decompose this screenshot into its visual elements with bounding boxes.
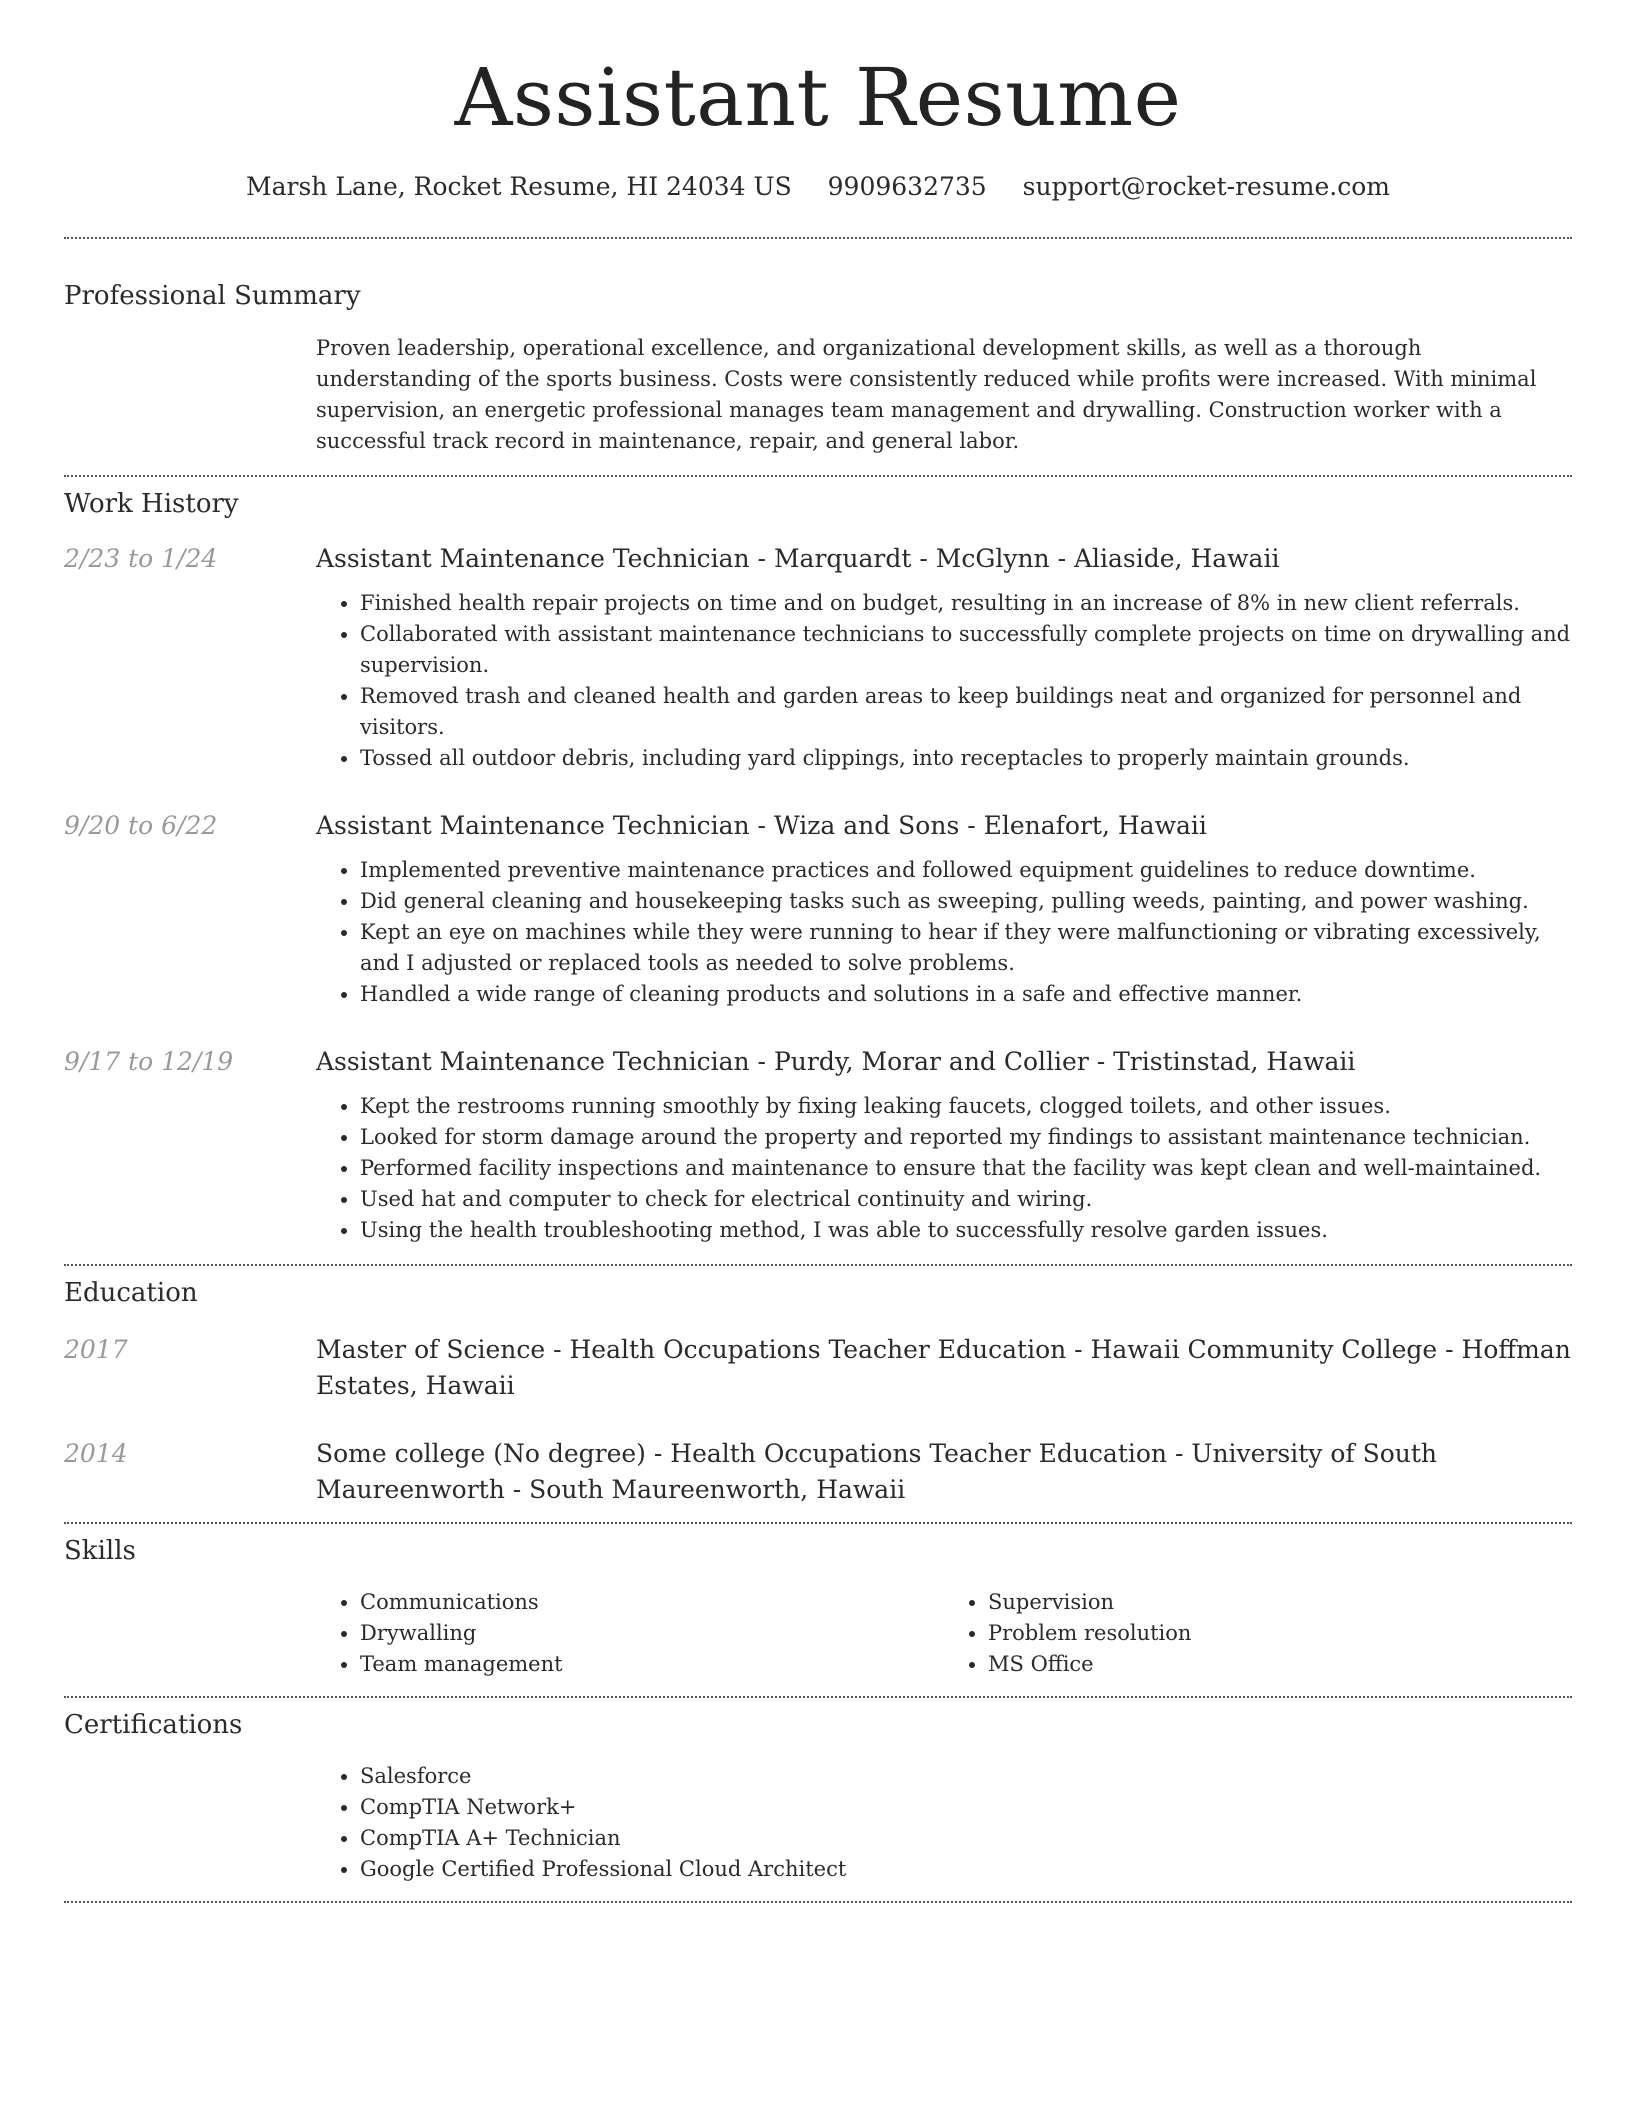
skills-list <box>316 1587 944 1680</box>
list-item: • Performed facility inspections and maintenance to ensure that the facility was kept clean and well-maintained. <box>360 1153 1572 1184</box>
divider <box>64 1522 1572 1524</box>
list-item: • Implemented preventive maintenance practices and followed equipment guidelines to reduce downtime. <box>360 855 1572 886</box>
certifications-list <box>316 1761 1572 1885</box>
education-year: 2014 <box>64 1438 128 1468</box>
job-title: Assistant Maintenance Technician - Marquardt - McGlynn - Aliaside, Hawaii <box>316 544 1280 574</box>
summary-row <box>64 333 1572 457</box>
education-school: - Hawaii Community College - Hoffman Estates, Hawaii <box>316 1334 1571 1400</box>
job-title: Assistant Maintenance Technician - Purdy, Morar and Collier - Tristinstad, Hawaii <box>316 1047 1356 1077</box>
job-entry <box>64 541 1572 774</box>
education-entry <box>64 1436 1572 1508</box>
job-bullets <box>316 588 1572 774</box>
certifications-heading: Certifications <box>64 1709 243 1740</box>
education-heading: Education <box>64 1278 198 1309</box>
education-year: 2017 <box>64 1334 128 1364</box>
list-item: • Used hat and computer to check for electrical continuity and wiring. <box>360 1184 1572 1215</box>
list-item: • Did general cleaning and housekeeping tasks such as sweeping, pulling weeds, painting, and power washing. <box>360 886 1572 917</box>
summary-heading: Professional Summary <box>64 281 361 311</box>
list-item: • Looked for storm damage around the property and reported my findings to assistant maintenance technician. <box>360 1122 1572 1153</box>
work-heading: Work History <box>64 489 239 520</box>
list-item: • Communications <box>360 1587 944 1618</box>
education-degree: Some college (No degree) - Health Occupations Teacher Education <box>316 1438 1168 1468</box>
resume-page <box>64 0 1572 1903</box>
list-item: • MS Office <box>988 1649 1572 1680</box>
resume-title: Assistant Resume <box>454 51 1182 144</box>
list-item: • Kept an eye on machines while they were running to hear if they were malfunctioning or vibrating excessively, and I adjusted or replaced tools as needed to solve problems. <box>360 917 1572 979</box>
summary-text: Proven leadership, operational excellence, and organizational development skills, as well as a thorough understanding of the sports business. Costs were consistently reduced while profits were increased. With minimal supervision, an energetic professional manages team management and drywalling. Construction worker with a successful track record in maintenance, repair, and general labor. <box>316 336 1537 454</box>
education-degree: Master of Science - Health Occupations Teacher Education <box>316 1334 1067 1364</box>
divider <box>64 1901 1572 1903</box>
skills-list <box>944 1587 1572 1680</box>
divider <box>64 475 1572 477</box>
list-item: • Tossed all outdoor debris, including yard clippings, into receptacles to properly maintain grounds. <box>360 743 1572 774</box>
list-item: • Using the health troubleshooting method, I was able to successfully resolve garden issues. <box>360 1215 1572 1246</box>
list-item: • Finished health repair projects on time and on budget, resulting in an increase of 8% in new client referrals. <box>360 588 1572 619</box>
list-item: • Problem resolution <box>988 1618 1572 1649</box>
divider <box>64 237 1572 239</box>
list-item: • Supervision <box>988 1587 1572 1618</box>
job-dates: 9/20 to 6/22 <box>64 811 218 841</box>
education-school: - University of South Maureenworth - South Maureenworth, Hawaii <box>316 1438 1438 1504</box>
list-item: • Kept the restrooms running smoothly by fixing leaking faucets, clogged toilets, and other issues. <box>360 1091 1572 1122</box>
list-item: • Google Certified Professional Cloud Architect <box>360 1854 1572 1885</box>
skills-row <box>64 1587 1572 1680</box>
education-entry <box>64 1332 1572 1404</box>
job-title: Assistant Maintenance Technician - Wiza and Sons - Elenafort, Hawaii <box>316 811 1207 841</box>
job-entry <box>64 1044 1572 1246</box>
list-item: • CompTIA A+ Technician <box>360 1823 1572 1854</box>
job-dates: 2/23 to 1/24 <box>64 544 218 574</box>
list-item: • Team management <box>360 1649 944 1680</box>
divider <box>64 1264 1572 1266</box>
divider <box>64 1696 1572 1698</box>
contact-phone: 9909632735 <box>827 172 987 201</box>
list-item: • Collaborated with assistant maintenance technicians to successfully complete projects on time on drywalling and supervision. <box>360 619 1572 681</box>
certifications-row <box>64 1761 1572 1885</box>
list-item: • Handled a wide range of cleaning products and solutions in a safe and effective manner. <box>360 979 1572 1010</box>
list-item: • Drywalling <box>360 1618 944 1649</box>
list-item: • Salesforce <box>360 1761 1572 1792</box>
list-item: • CompTIA Network+ <box>360 1792 1572 1823</box>
contact-email: support@rocket-resume.com <box>1022 172 1390 201</box>
job-dates: 9/17 to 12/19 <box>64 1047 234 1077</box>
job-bullets <box>316 855 1572 1010</box>
list-item: • Removed trash and cleaned health and garden areas to keep buildings neat and organized for personnel and visitors. <box>360 681 1572 743</box>
contact-line <box>64 172 1572 201</box>
skills-heading: Skills <box>64 1535 136 1566</box>
job-entry <box>64 808 1572 1010</box>
contact-address: Marsh Lane, Rocket Resume, HI 24034 US <box>246 172 792 201</box>
job-bullets <box>316 1091 1572 1246</box>
